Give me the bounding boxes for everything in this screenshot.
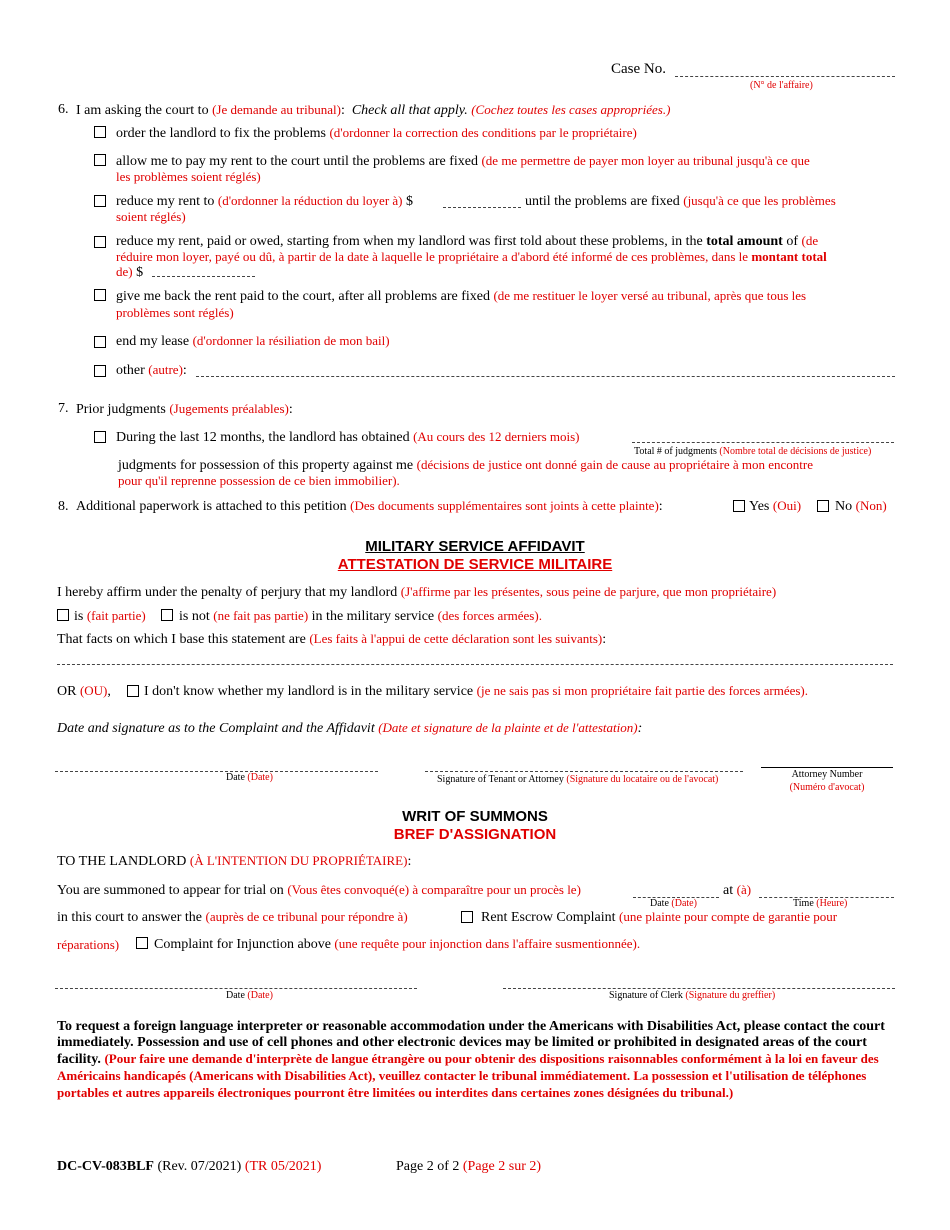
yes-label: Yes (Oui) [749, 498, 802, 514]
or-label: OR (OU), [57, 683, 111, 699]
clerk-date-label: Date (Date) [226, 990, 273, 1001]
attorney-number-label: Attorney Number [791, 769, 863, 780]
option-fix-problems: order the landlord to fix the problems (d'ordonner la correction des conditions par le propriétaire) [116, 125, 637, 141]
checkbox-is-not[interactable] [161, 609, 173, 621]
military-title: MILITARY SERVICE AFFIDAVIT [365, 538, 585, 555]
dont-know-label: I don't know whether my landlord is in the military service (je ne sais pas si mon propriétaire fait partie des forces armées). [144, 683, 808, 699]
checkbox-reduce-rent-total[interactable] [94, 236, 106, 248]
option-reduce-rent-b: until the problems are fixed (jusqu'à ce que les problèmes [525, 193, 836, 209]
q6-label: I am asking the court to (Je demande au tribunal): Check all that apply. (Cochez toutes les cases appropriées.) [76, 102, 671, 118]
prior-judgments-text2: judgments for possession of this property against me (décisions de justice ont donné gain de cause au propriétaire à mon encontre [118, 457, 813, 473]
case-no-field[interactable] [675, 76, 895, 77]
checkbox-dont-know[interactable] [127, 685, 139, 697]
checkbox-rent-escrow[interactable] [461, 911, 473, 923]
to-landlord: TO THE LANDLORD (À L'INTENTION DU PROPRIÉTAIRE): [57, 853, 412, 869]
attorney-number-field[interactable] [761, 767, 893, 768]
affidavit-date-label: Date (Date) [226, 772, 273, 783]
option-reduce-rent-fr3: soient réglés) [116, 209, 186, 224]
q7-label: Prior judgments (Jugements préalables): [76, 401, 293, 417]
option-give-back-rent: give me back the rent paid to the court, after all problems are fixed (de me restituer le loyer versé au tribunal, après que tous les [116, 288, 807, 304]
rent-escrow-label-fr2: réparations) [57, 937, 120, 952]
facts-field[interactable] [57, 664, 893, 665]
q8-label: Additional paperwork is attached to this petition (Des documents supplémentaires sont joints à cette plainte): [76, 498, 663, 514]
attorney-number-label-fr: (Numéro d'avocat) [789, 782, 865, 793]
summoned-text: You are summoned to appear for trial on (Vous êtes convoqué(e) à comparaître pour un procès le) [57, 882, 581, 898]
checkbox-reduce-rent[interactable] [94, 195, 106, 207]
affirm-text: I hereby affirm under the penalty of perjury that my landlord (J'affirme par les présentes, sous peine de parjure, que mon propriétaire) [57, 584, 777, 600]
other-field[interactable] [196, 376, 895, 377]
option-end-lease: end my lease (d'ordonner la résiliation de mon bail) [116, 333, 390, 349]
facts-text: That facts on which I base this statement are (Les faits à l'appui de cette déclaration sont les suivants): [57, 631, 607, 647]
checkbox-give-back-rent[interactable] [94, 289, 106, 301]
prior-judgments-text2-fr2: pour qu'il reprenne possession de ce bien immobilier). [118, 473, 400, 488]
clerk-signature-label: Signature of Clerk (Signature du greffier) [609, 990, 776, 1001]
trial-time-label: Time (Heure) [793, 898, 848, 909]
checkbox-end-lease[interactable] [94, 336, 106, 348]
writ-title-fr: BREF D'ASSIGNATION [393, 826, 557, 843]
option-reduce-rent-total: reduce my rent, paid or owed, starting from when my landlord was first told about these problems, in the total amount of (de [116, 233, 819, 249]
writ-title: WRIT OF SUMMONS [402, 808, 548, 825]
answer-text: in this court to answer the (auprès de ce tribunal pour répondre à) [57, 909, 408, 925]
tenant-signature-label: Signature of Tenant or Attorney (Signature du locataire ou de l'avocat) [437, 774, 719, 785]
date-signature-label: Date and signature as to the Complaint and the Affidavit (Date et signature de la plainte et de l'attestation): [57, 720, 643, 736]
footer-form-info: DC-CV-083BLF (Rev. 07/2021) (TR 05/2021) [57, 1159, 322, 1174]
option-other: other (autre): [116, 362, 187, 378]
reduce-rent-amount-field[interactable] [443, 207, 521, 208]
prior-judgments-text: During the last 12 months, the landlord has obtained (Au cours des 12 derniers mois) [116, 429, 580, 445]
is-not-label: is not (ne fait pas partie) in the military service (des forces armées). [179, 608, 542, 624]
checkbox-fix-problems[interactable] [94, 126, 106, 138]
option-give-back-rent-fr2: problèmes sont réglés) [116, 305, 234, 320]
checkbox-no[interactable] [817, 500, 829, 512]
total-judgments-field[interactable] [632, 442, 894, 443]
clerk-signature-field[interactable] [503, 988, 895, 989]
clerk-date-field[interactable] [55, 988, 417, 989]
footer-page-number: Page 2 of 2 (Page 2 sur 2) [396, 1159, 542, 1174]
total-amount-field[interactable] [152, 276, 255, 277]
military-title-fr: ATTESTATION DE SERVICE MILITAIRE [337, 556, 613, 573]
injunction-label: Complaint for Injunction above (une requête pour injonction dans l'affaire susmentionnée). [154, 936, 641, 952]
checkbox-is[interactable] [57, 609, 69, 621]
checkbox-pay-rent-court[interactable] [94, 154, 106, 166]
option-pay-rent-court: allow me to pay my rent to the court until the problems are fixed (de me permettre de payer mon loyer au tribunal jusqu'à ce que [116, 153, 810, 169]
rent-escrow-label: Rent Escrow Complaint (une plainte pour compte de garantie pour [481, 909, 838, 925]
q6-number: 6. [58, 102, 69, 117]
checkbox-yes[interactable] [733, 500, 745, 512]
trial-date-label: Date (Date) [650, 898, 697, 909]
no-label: No (Non) [835, 498, 887, 514]
accommodation-notice: To request a foreign language interpreter or reasonable accommodation under the Americans with Disabilities Act, please contact the court immediately. Possession and use of cell phones and other electronic devices may be limited or prohibited in designated areas of the court facility. (Pour faire une demande d'interprète de langue étrangère ou pour obtenir des dispositions raisonnables conformément à la loi en faveur des Américains handicapés (Americans with Disabilities Act), veuillez contacter le tribunal immédiatement. La possession et l'utilisation de téléphones portables et autres appareils électroniques pourront être limitées ou interdites dans certaines zones désignées du tribunal.) [57, 1019, 885, 1100]
tenant-signature-field[interactable] [425, 771, 743, 772]
checkbox-injunction[interactable] [136, 937, 148, 949]
option-reduce-rent-total-fr3: de) $ [116, 264, 144, 280]
at-label: at (à) [723, 882, 752, 898]
option-reduce-rent: reduce my rent to (d'ordonner la réduction du loyer à) $ [116, 193, 413, 209]
checkbox-other[interactable] [94, 365, 106, 377]
option-pay-rent-court-fr2: les problèmes soient réglés) [116, 169, 261, 184]
case-no-label: Case No. [611, 61, 666, 77]
total-judgments-label: Total # of judgments (Nombre total de décisions de justice) [634, 446, 872, 457]
q7-number: 7. [58, 401, 69, 416]
q8-number: 8. [58, 499, 69, 514]
checkbox-prior-judgments[interactable] [94, 431, 106, 443]
option-reduce-rent-total-fr2: réduire mon loyer, payé ou dû, à partir de la date à laquelle le propriétaire a d'abord été informé de ces problèmes, dans le montant total [116, 249, 827, 264]
affidavit-date-field[interactable] [55, 771, 378, 772]
is-label: is (fait partie) [74, 608, 146, 624]
case-no-label-fr: (N° de l'affaire) [750, 80, 813, 91]
